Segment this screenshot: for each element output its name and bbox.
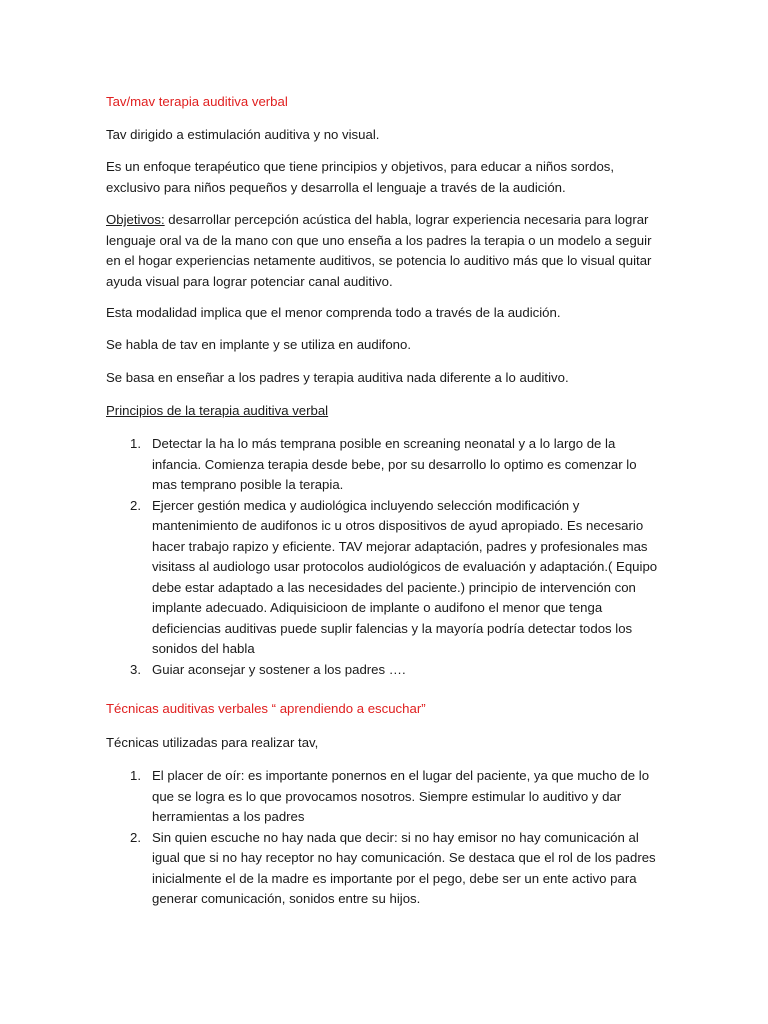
objetivos-label: Objetivos: xyxy=(106,212,165,227)
paragraph-modalidad: Esta modalidad implica que el menor comprenda todo a través de la audición. xyxy=(106,305,561,320)
paragraph-implante: Se habla de tav en implante y se utiliza en audifono. xyxy=(106,337,411,352)
list-item: 1. Detectar la ha lo más temprana posible en screaning neonatal y a lo largo de la infancia. Comienza terapia desde bebe, por su desarrollo lo optimo es comenzar lo mas temprano posible la terapia. xyxy=(130,436,637,492)
paragraph-objetivos xyxy=(106,210,662,292)
list-tecnicas xyxy=(106,766,662,910)
paragraph-tecnicas-utilizadas: Técnicas utilizadas para realizar tav, xyxy=(106,735,319,750)
heading-tav-mav: Tav/mav terapia auditiva verbal xyxy=(106,94,288,109)
list-item: 1. El placer de oír: es importante ponernos en el lugar del paciente, ya que mucho de lo que se logra es lo que provocamos nosotros. Siempre estimular lo auditivo y dar herramientas a los padres xyxy=(130,768,650,824)
paragraph-tav-dirigido: Tav dirigido a estimulación auditiva y no visual. xyxy=(106,127,380,142)
list-item: 3. Guiar aconsejar y sostener a los padres …. xyxy=(130,661,406,677)
list-item: 2. Ejercer gestión medica y audiológica incluyendo selección modificación y mantenimiento de audifonos ic u otros dispositivos de ayud apropiado. Es necesario hacer trabajo rapizo y eficiente. TAV mejorar adaptación, padres y profesionales mas visitass al audiologo usar protocolos audiológicos de evaluación y adaptación.( Equipo debe estar adaptado a las necesidades del paciente.) principio de intervención con implante adecuado. Adiquisicioon de implante o audifono el menor que tenga deficiencias auditivas puede suplir falencias y la mayoría podría detectar todos los sonidos del habla xyxy=(130,497,658,656)
heading-tecnicas: Técnicas auditivas verbales “ aprendiendo a escuchar” xyxy=(106,701,426,716)
list-item: 2. Sin quien escuche no hay nada que decir: si no hay emisor no hay comunicación al igual que si no hay receptor no hay comunicación. Se destaca que el rol de los padres inicialmente el de la madre es importante por el pego, debe ser un ente activo para generar comunicación, sonidos entre su hijos. xyxy=(130,829,656,906)
paragraph-ensenar: Se basa en enseñar a los padres y terapia auditiva nada diferente a lo auditivo. xyxy=(106,370,569,385)
heading-principios: Principios de la terapia auditiva verbal xyxy=(106,403,329,418)
paragraph-enfoque: Es un enfoque terapéutico que tiene principios y objetivos, para educar a niños sordos, exclusivo para niños pequeños y desarrolla el lenguaje a través de la audición. xyxy=(106,159,615,195)
list-principios xyxy=(106,434,662,680)
objetivos-text: desarrollar percepción acústica del habla, lograr experiencia necesaria para lograr lenguaje oral va de la mano con que uno enseña a los padres la terapia o un modelo a seguir en el hogar experiencias netamente auditivos, se potencia lo auditivo más que lo visual quitar ayuda visual para lograr potenciar canal auditivo. xyxy=(106,212,652,289)
